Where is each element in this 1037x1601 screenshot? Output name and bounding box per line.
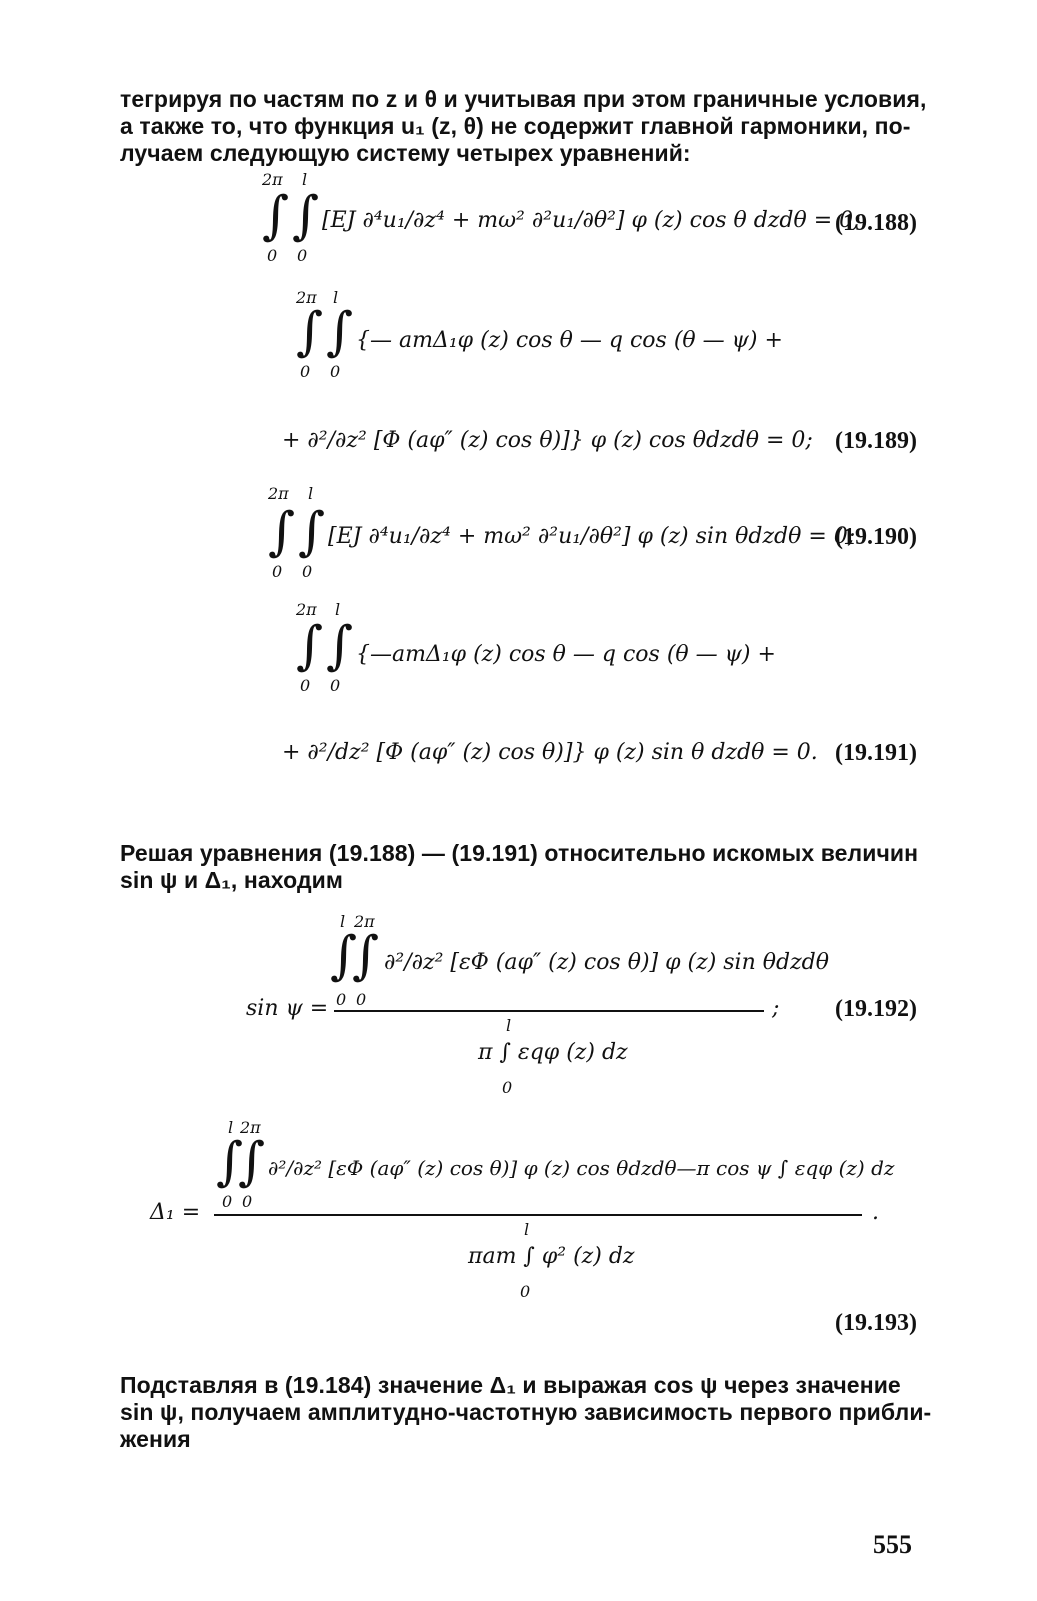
integral-sign: ∫ bbox=[298, 502, 326, 562]
text-line: sin ψ и Δ₁, находим bbox=[120, 867, 343, 893]
lower-limit: 0 bbox=[297, 246, 308, 265]
equation-lhs: Δ₁ = bbox=[150, 1200, 201, 1225]
integral-sign: ∫ bbox=[292, 186, 320, 246]
upper-limit: 2π bbox=[296, 600, 317, 619]
final-paragraph bbox=[120, 1372, 932, 1453]
equation-body: {— amΔ₁φ (z) cos θ — q cos (θ — ψ) + bbox=[356, 328, 783, 353]
lower-limit: 0 bbox=[520, 1282, 531, 1301]
integral-sign: ∫ bbox=[326, 302, 354, 362]
text-line: sin ψ, получаем амплитудно-частотную зависимость первого прибли- bbox=[120, 1399, 932, 1425]
integral-sign: ∫ bbox=[262, 186, 290, 246]
lower-limit: 0 bbox=[302, 562, 313, 581]
upper-limit: l bbox=[302, 170, 308, 189]
middle-paragraph bbox=[120, 840, 919, 894]
upper-limit: 2π bbox=[296, 288, 317, 307]
integral-sign: ∫ bbox=[296, 302, 324, 362]
equation-number: (19.192) bbox=[835, 996, 917, 1022]
lower-limit: 0 bbox=[272, 562, 283, 581]
upper-limit: l bbox=[335, 600, 341, 619]
equation-body: + ∂²/dz² [Φ (aφ″ (z) cos θ)]} φ (z) sin θ dzdθ = 0. bbox=[282, 740, 818, 765]
text-line: жения bbox=[120, 1426, 191, 1452]
integral-sign: ∫ bbox=[216, 1132, 244, 1192]
upper-limit: 2π bbox=[268, 484, 289, 503]
equation-number: (19.188) bbox=[835, 210, 917, 236]
upper-limit: 2π bbox=[354, 912, 375, 931]
upper-limit: l bbox=[506, 1016, 512, 1035]
equation-tail: ; bbox=[772, 996, 780, 1021]
equation-body: {—amΔ₁φ (z) cos θ — q cos (θ — ψ) + bbox=[356, 642, 776, 667]
text-line: Решая уравнения (19.188) — (19.191) относительно искомых величин bbox=[120, 840, 919, 866]
upper-limit: l bbox=[308, 484, 314, 503]
page-number: 555 bbox=[873, 1530, 912, 1559]
integral-sign: ∫ bbox=[268, 502, 296, 562]
upper-limit: 2π bbox=[240, 1118, 261, 1137]
fraction-bar bbox=[214, 1214, 862, 1216]
lower-limit: 0 bbox=[267, 246, 278, 265]
integral-sign: ∫ bbox=[352, 926, 380, 986]
equation-number: (19.191) bbox=[835, 740, 917, 766]
equation-number: (19.193) bbox=[835, 1310, 917, 1336]
fraction-denominator: π ∫ εqφ (z) dz bbox=[478, 1040, 628, 1065]
upper-limit: l bbox=[340, 912, 346, 931]
upper-limit: 2π bbox=[262, 170, 283, 189]
equation-body: + ∂²/∂z² [Φ (aφ″ (z) cos θ)]} φ (z) cos θdzdθ = 0; bbox=[282, 428, 813, 453]
lower-limit: 0 bbox=[222, 1192, 233, 1211]
intro-paragraph bbox=[120, 86, 927, 167]
fraction-bar bbox=[334, 1010, 764, 1012]
equation-body: [EJ ∂⁴u₁/∂z⁴ + mω² ∂²u₁/∂θ²] φ (z) cos θ dzdθ = 0; bbox=[322, 208, 861, 233]
fraction-numerator: ∂²/∂z² [εΦ (aφ″ (z) cos θ)] φ (z) cos θdzdθ—π cos ψ ∫ εqφ (z) dz bbox=[268, 1156, 895, 1180]
integral-sign: ∫ bbox=[296, 616, 324, 676]
lower-limit: 0 bbox=[300, 676, 311, 695]
text-line: Подставляя в (19.184) значение Δ₁ и выражая cos ψ через значение bbox=[120, 1372, 901, 1398]
integral-sign: ∫ bbox=[330, 926, 358, 986]
equation-body: [EJ ∂⁴u₁/∂z⁴ + mω² ∂²u₁/∂θ²] φ (z) sin θdzdθ = 0; bbox=[328, 524, 856, 549]
integral-sign: ∫ bbox=[238, 1132, 266, 1192]
fraction-denominator: πam ∫ φ² (z) dz bbox=[468, 1244, 635, 1269]
lower-limit: 0 bbox=[330, 676, 341, 695]
text-line: лучаем следующую систему четырех уравнений: bbox=[120, 140, 691, 166]
text-line: тегрируя по частям по z и θ и учитывая при этом граничные условия, bbox=[120, 86, 927, 112]
equation-number: (19.190) bbox=[835, 524, 917, 550]
lower-limit: 0 bbox=[356, 990, 367, 1009]
text-line: а также то, что функция u₁ (z, θ) не содержит главной гармоники, по- bbox=[120, 113, 911, 139]
lower-limit: 0 bbox=[242, 1192, 253, 1211]
equation-number: (19.189) bbox=[835, 428, 917, 454]
equation-tail: . bbox=[872, 1200, 879, 1225]
upper-limit: l bbox=[524, 1220, 530, 1239]
fraction-numerator: ∂²/∂z² [εΦ (aφ″ (z) cos θ)] φ (z) sin θdzdθ bbox=[384, 950, 830, 975]
integral-sign: ∫ bbox=[326, 616, 354, 676]
upper-limit: l bbox=[333, 288, 339, 307]
lower-limit: 0 bbox=[502, 1078, 513, 1097]
lower-limit: 0 bbox=[336, 990, 347, 1009]
upper-limit: l bbox=[228, 1118, 234, 1137]
lower-limit: 0 bbox=[330, 362, 341, 381]
lower-limit: 0 bbox=[300, 362, 311, 381]
equation-lhs: sin ψ = bbox=[246, 996, 329, 1021]
